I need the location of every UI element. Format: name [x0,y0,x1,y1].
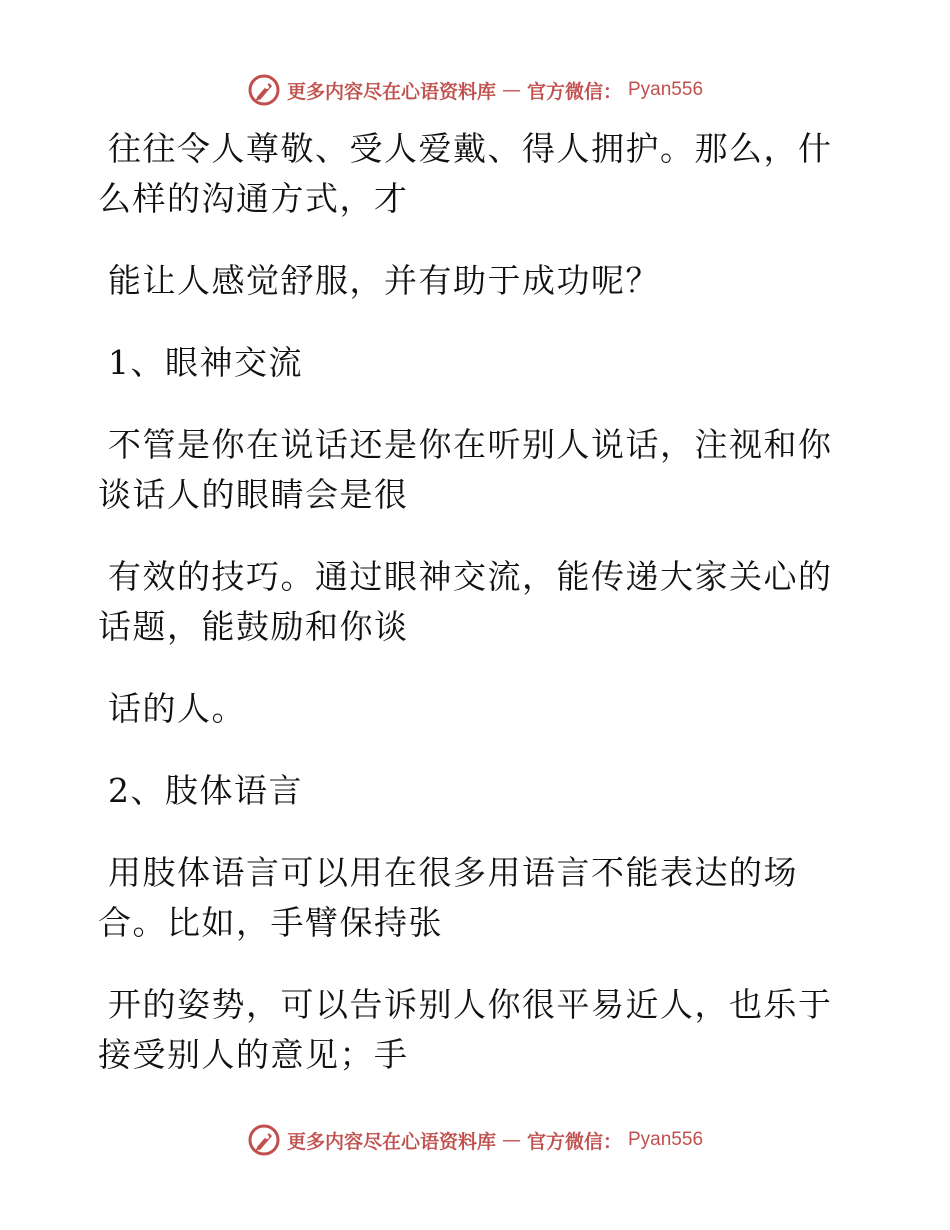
paragraph-3: 不管是你在说话还是你在听别人说话，注视和你谈话人的眼睛会是很 [98,425,833,514]
paragraph-1: 往往令人尊敬、受人爱戴、得人拥护。那么，什么样的沟通方式，才 [98,129,833,218]
watermark-wechat-label: 官方微信： [526,1130,622,1153]
watermark-separator: — [501,1129,521,1151]
paragraph-4: 有效的技巧。通过眼神交流，能传递大家关心的话题，能鼓励和你谈 [98,557,833,646]
paragraph-6: 用肢体语言可以用在很多用语言不能表达的场合。比如，手臂保持张 [98,853,798,942]
paragraph-5: 话的人。 [108,689,246,728]
paragraph-2: 能让人感觉舒服，并有助于成功呢？ [108,261,660,300]
watermark-separator: — [501,79,521,101]
watermark-brand: 更多内容尽在心语资料库 [286,80,496,103]
watermark-wechat-label: 官方微信： [526,80,622,103]
paragraph-7: 开的姿势，可以告诉别人你很平易近人，也乐于接受别人的意见；手 [98,985,833,1074]
watermark-brand: 更多内容尽在心语资料库 [286,1130,496,1153]
section-heading-eye-contact: 1、眼神交流 [108,343,303,382]
document-body [98,124,838,1112]
pen-logo-icon [247,1123,281,1157]
pen-logo-icon [247,73,281,107]
watermark-wechat-id: Pyan556 [628,79,704,100]
section-heading-body-language: 2、肢体语言 [108,771,303,810]
footer-watermark [0,1122,950,1158]
header-watermark [0,72,950,108]
watermark-wechat-id: Pyan556 [628,1129,704,1150]
